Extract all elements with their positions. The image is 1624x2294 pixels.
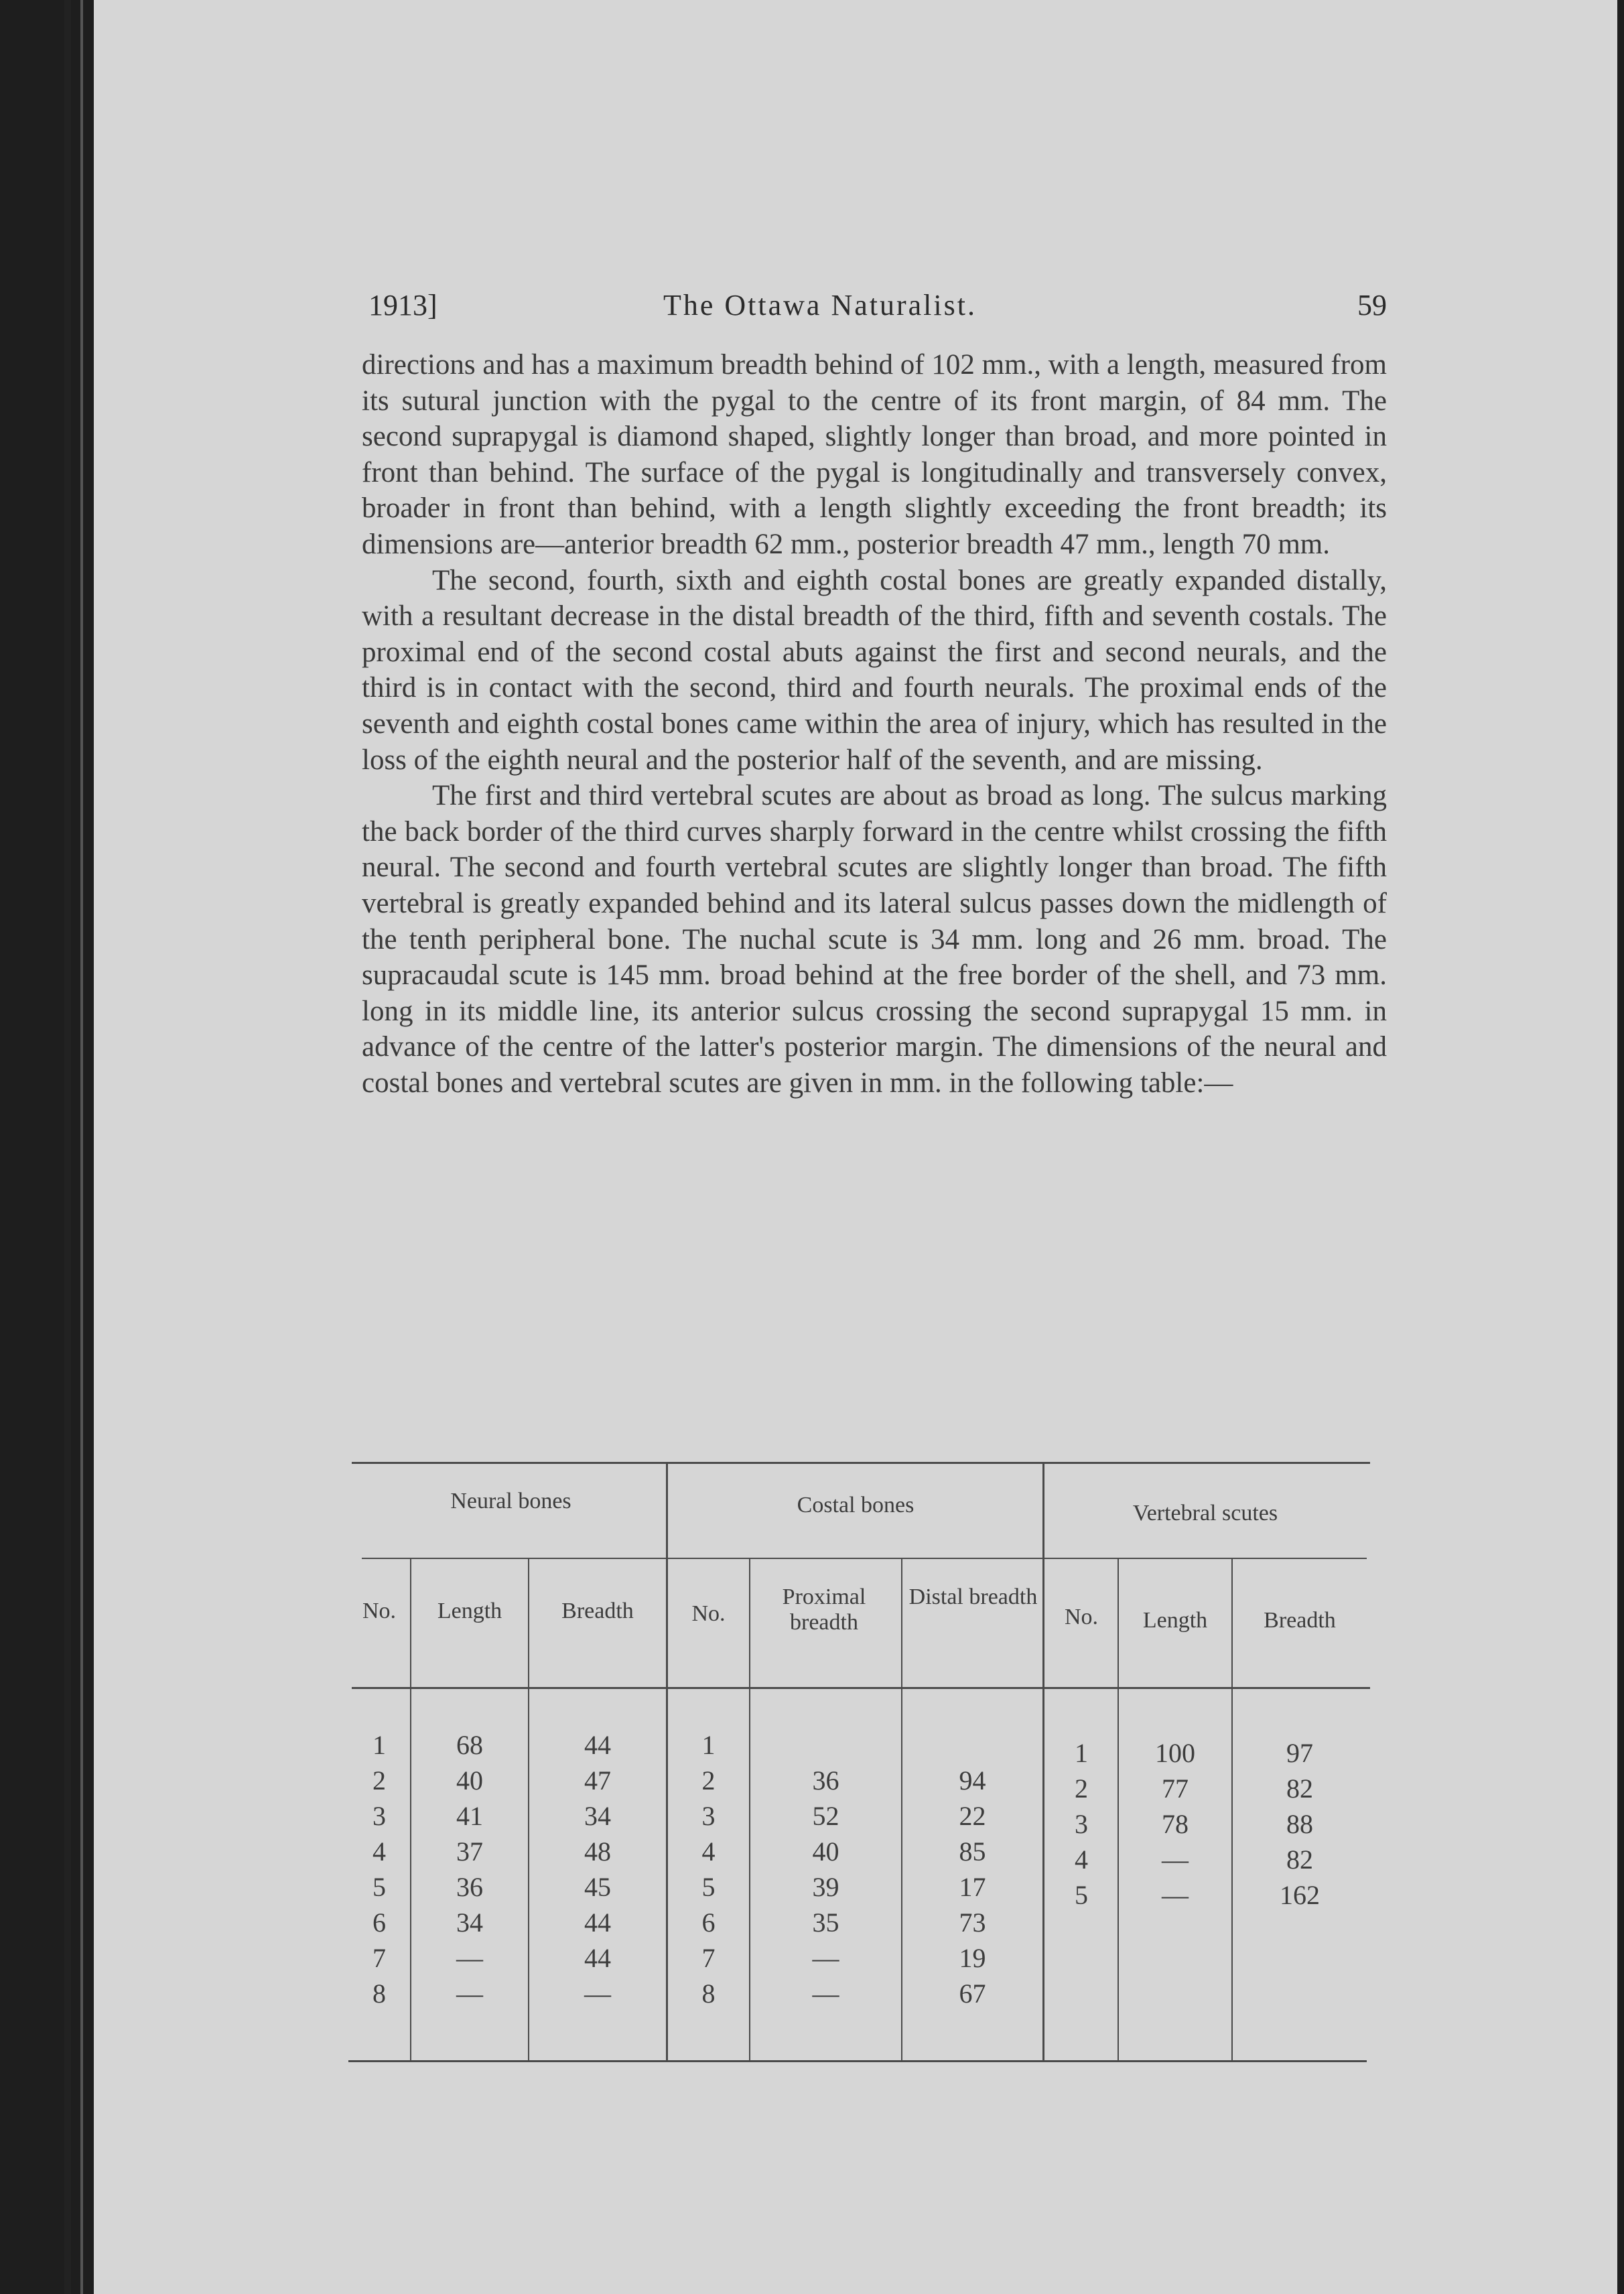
table-cell: 97 bbox=[1286, 1738, 1313, 1768]
table-cell: — bbox=[1162, 1880, 1189, 1910]
table-cell: 8 bbox=[701, 1978, 716, 2009]
table-cell: 5 bbox=[701, 1872, 716, 1902]
table-cell: 78 bbox=[1162, 1809, 1189, 1839]
running-header bbox=[368, 288, 1387, 328]
table-cell: 41 bbox=[456, 1801, 483, 1831]
table-cell: 7 bbox=[373, 1943, 386, 1973]
table-cell: 2 bbox=[1075, 1773, 1088, 1804]
column-costal-proximal bbox=[750, 1727, 901, 2011]
column-neural-length bbox=[411, 1727, 528, 2011]
table-cell: 1 bbox=[373, 1730, 386, 1760]
table-cell: 44 bbox=[584, 1730, 611, 1760]
table-cell: 85 bbox=[959, 1836, 986, 1867]
table-cell: 22 bbox=[959, 1801, 986, 1831]
table-cell: 7 bbox=[701, 1943, 716, 1973]
table-cell: 67 bbox=[959, 1978, 986, 2009]
table-cell: 19 bbox=[959, 1943, 986, 1973]
table-cell: 34 bbox=[584, 1801, 611, 1831]
table-cell: 39 bbox=[812, 1872, 839, 1902]
table-cell: 100 bbox=[1155, 1738, 1195, 1768]
col-header-costal-proximal: Proximal breadth bbox=[782, 1584, 866, 1635]
column-costal-no bbox=[668, 1727, 749, 2011]
table-cell: 6 bbox=[701, 1907, 716, 1938]
table-cell: 34 bbox=[456, 1907, 483, 1938]
table-cell: 3 bbox=[1075, 1809, 1088, 1839]
paragraph-1: directions and has a maximum breadth behind of 102 mm., with a length, measured from its sutural junction with the pygal to the centre of its front margin, of 84 mm. The second suprapygal is diamond shaped, slightly longer than broad, and more pointed in front than behind. The surface of the pygal is longitudinally and transversely convex, broader in front than behind, with a length slightly exceeding the front breadth; its dimensions are—anterior breadth 62 mm., posterior breadth 47 mm., length 70 mm. bbox=[362, 349, 1387, 560]
paragraph-3: The first and third vertebral scutes are about as broad as long. The sulcus marking the back border of the third curves sharply forward in the centre whilst crossing the fifth neural. The second and fourth vertebral scutes are slightly longer than broad. The fifth vertebral is greatly expanded behind and its lateral sulcus passes down the midlength of the tenth peripheral bone. The nuchal scute is 34 mm. long and 26 mm. broad. The supracaudal scute is 145 mm. broad behind at the free border of the shell, and 73 mm. long in its middle line, its anterior sulcus crossing the second suprapygal 15 mm. in advance of the centre of the latter's posterior margin. The dimensions of the neural and costal bones and vertebral scutes are given in mm. in the following table:— bbox=[362, 780, 1387, 1099]
table-cell: 82 bbox=[1286, 1844, 1313, 1875]
table-cell: 52 bbox=[812, 1801, 839, 1831]
table-cell: — bbox=[812, 1943, 839, 1973]
table-cell: 4 bbox=[373, 1836, 386, 1867]
table-cell: 40 bbox=[812, 1836, 839, 1867]
col-header-vert-length: Length bbox=[1142, 1608, 1208, 1633]
col-header-vert-breadth: Breadth bbox=[1264, 1608, 1336, 1633]
table-header-rule bbox=[352, 1687, 1370, 1689]
table-cell: 1 bbox=[701, 1730, 716, 1760]
table-cell: 5 bbox=[1075, 1880, 1088, 1910]
binding-edge-inner bbox=[80, 0, 83, 2294]
table-cell bbox=[750, 1727, 901, 1763]
table-cell: 2 bbox=[701, 1765, 716, 1796]
paragraph-2: The second, fourth, sixth and eighth costal bones are greatly expanded distally, with a resultant decrease in the distal breadth of the third, fifth and seventh costals. The proximal end of the second costal abuts against the first and second neurals, and the third is in contact with the second, third and fourth neurals. The proximal ends of the seventh and eighth costal bones came within the area of injury, which has resulted in the loss of the eighth neural and the posterior half of the seventh, and are missing. bbox=[362, 564, 1387, 776]
table-cell: 73 bbox=[959, 1907, 986, 1938]
group-header-vertebral: Vertebral scutes bbox=[1132, 1501, 1278, 1526]
col-header-neural-breadth: Breadth bbox=[561, 1599, 634, 1623]
table-cell: 44 bbox=[584, 1943, 611, 1973]
table-cell: 45 bbox=[584, 1872, 611, 1902]
column-vert-no bbox=[1045, 1735, 1118, 1913]
binding-edge bbox=[64, 0, 71, 2294]
table-cell: 17 bbox=[959, 1872, 986, 1902]
table-cell: 4 bbox=[1075, 1844, 1088, 1875]
table-cell: — bbox=[1162, 1844, 1189, 1875]
table-cell: 3 bbox=[373, 1801, 386, 1831]
header-page-number: 59 bbox=[1357, 289, 1387, 322]
table-cell: 3 bbox=[701, 1801, 716, 1831]
header-journal-title: The Ottawa Naturalist. bbox=[663, 289, 977, 322]
column-neural-breadth bbox=[529, 1727, 666, 2011]
table-cell: 44 bbox=[584, 1907, 611, 1938]
group-header-costal: Costal bones bbox=[797, 1493, 915, 1517]
col-header-costal-distal: Distal breadth bbox=[908, 1584, 1038, 1609]
table-cell: — bbox=[584, 1978, 611, 2009]
table-cell: 2 bbox=[373, 1765, 386, 1796]
table-cell: 48 bbox=[584, 1836, 611, 1867]
table-cell bbox=[902, 1727, 1042, 1763]
column-costal-distal bbox=[902, 1727, 1042, 2011]
table-cell: — bbox=[456, 1943, 483, 1973]
table-cell: — bbox=[456, 1978, 483, 2009]
column-neural-no bbox=[348, 1727, 410, 2011]
table-cell: 162 bbox=[1280, 1880, 1320, 1910]
table-vline-6 bbox=[1042, 1462, 1044, 2060]
table-cell: 82 bbox=[1286, 1773, 1313, 1804]
header-year: 1913] bbox=[368, 289, 437, 322]
table-cell: 94 bbox=[959, 1765, 986, 1796]
table-cell: 4 bbox=[701, 1836, 716, 1867]
table-cell: 1 bbox=[1075, 1738, 1088, 1768]
table-cell: 35 bbox=[812, 1907, 839, 1938]
col-header-neural-no: No. bbox=[362, 1599, 397, 1623]
table-group-rule bbox=[362, 1558, 1367, 1559]
table-cell: 68 bbox=[456, 1730, 483, 1760]
body-text bbox=[362, 347, 1387, 1101]
column-vert-length bbox=[1119, 1735, 1231, 1913]
table-cell: 36 bbox=[812, 1765, 839, 1796]
group-header-neural: Neural bones bbox=[450, 1489, 571, 1513]
table-cell: 37 bbox=[456, 1836, 483, 1867]
table-cell: 8 bbox=[373, 1978, 386, 2009]
column-vert-breadth bbox=[1233, 1735, 1367, 1913]
col-header-neural-length: Length bbox=[437, 1599, 502, 1623]
table-cell: 47 bbox=[584, 1765, 611, 1796]
table-cell: 88 bbox=[1286, 1809, 1313, 1839]
table-cell: 40 bbox=[456, 1765, 483, 1796]
table-top-rule bbox=[352, 1462, 1370, 1464]
table-cell: 36 bbox=[456, 1872, 483, 1902]
table-cell: — bbox=[812, 1978, 839, 2009]
col-header-vert-no: No. bbox=[1064, 1605, 1099, 1629]
table-cell: 77 bbox=[1162, 1773, 1189, 1804]
table-cell: 6 bbox=[373, 1907, 386, 1938]
table-bottom-rule bbox=[348, 2060, 1367, 2062]
table-cell: 5 bbox=[373, 1872, 386, 1902]
col-header-costal-no: No. bbox=[691, 1601, 726, 1626]
